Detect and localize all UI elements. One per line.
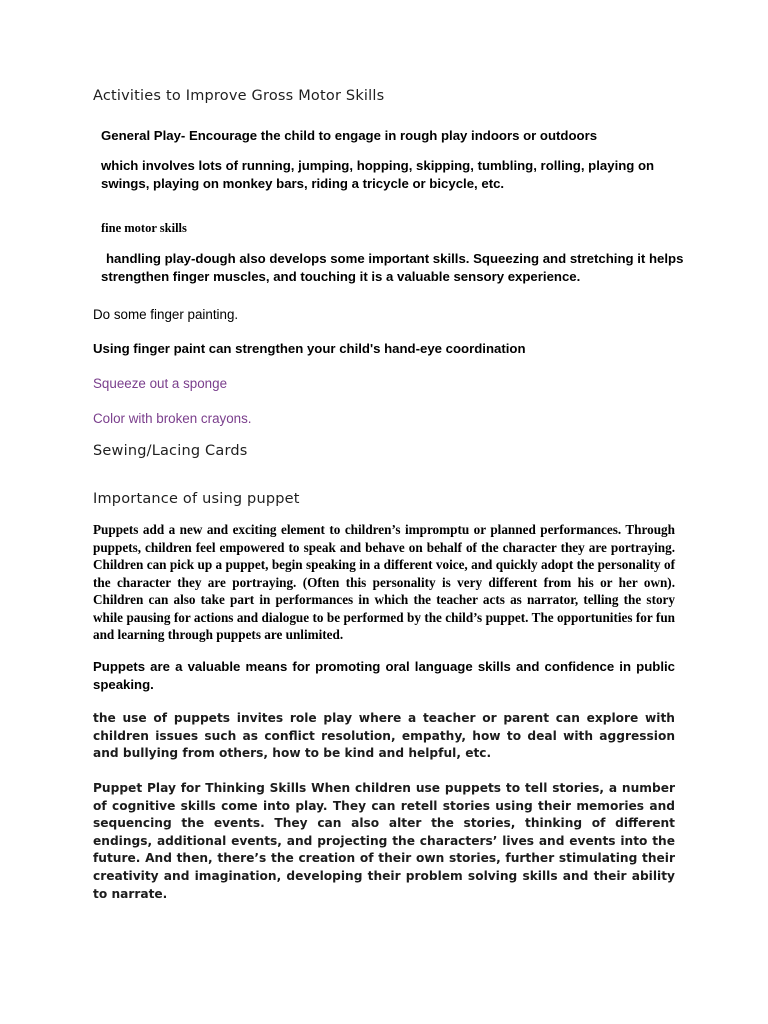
general-play-detail-paragraph: which involves lots of running, jumping, hopping, skipping, tumbling, rolling, playing on swings, playing on monkey bars, riding a tricycle or bicycle, etc. — [101, 158, 655, 191]
puppet-paragraph-3: the use of puppets invites role play where a teacher or parent can explore with children issues such as conflict resolution, empathy, how to deal with aggression and bullying from others, how to be kind and helpful, etc. — [93, 711, 675, 761]
finger-paint-detail-line: Using finger paint can strengthen your child's hand-eye coordination — [93, 341, 526, 356]
sponge-line: Squeeze out a sponge — [93, 376, 228, 391]
general-play-paragraph: General Play- Encourage the child to engage in rough play indoors or outdoors — [101, 128, 598, 143]
fine-motor-heading: fine motor skills — [101, 221, 187, 235]
crayons-line: Color with broken crayons. — [93, 411, 252, 426]
puppet-paragraph-1: Puppets add a new and exciting element to children’s impromptu or planned performances. Through puppets, children feel empowered to speak and behave on behalf of the character they are portraying. Children can pick up a puppet, begin speaking in a different voice, and quickly adopt the personality of the character they are portraying. (Often this personality is very different from his or her own). Children can also take part in performances in which the teacher acts as narrator, telling the story while pausing for actions and dialogue to be performed by the child’s puppet. The opportunities for fun and learning through puppets are unlimited. — [93, 522, 675, 642]
finger-painting-line: Do some finger painting. — [93, 307, 239, 322]
puppet-paragraph-2: Puppets are a valuable means for promoting oral language skills and confidence in public speaking. — [93, 659, 675, 692]
play-dough-paragraph: handling play-dough also develops some important skills. Squeezing and stretching it helps strengthen finger muscles, and touching it is a valuable sensory experience. — [101, 251, 684, 284]
sewing-heading: Sewing/Lacing Cards — [93, 443, 248, 459]
puppet-heading: Importance of using puppet — [93, 491, 300, 507]
page-title: Activities to Improve Gross Motor Skills — [93, 88, 385, 104]
puppet-paragraph-4: Puppet Play for Thinking Skills When children use puppets to tell stories, a number of cognitive skills come into play. They can retell stories using their memories and sequencing the events. They can also alter the stories, thinking of different endings, additional events, and projecting the characters’ lives and events into the future. And then, there’s the creation of their own stories, further stimulating their creativity and imagination, developing their problem solving skills and their ability to narrate. — [93, 781, 675, 901]
